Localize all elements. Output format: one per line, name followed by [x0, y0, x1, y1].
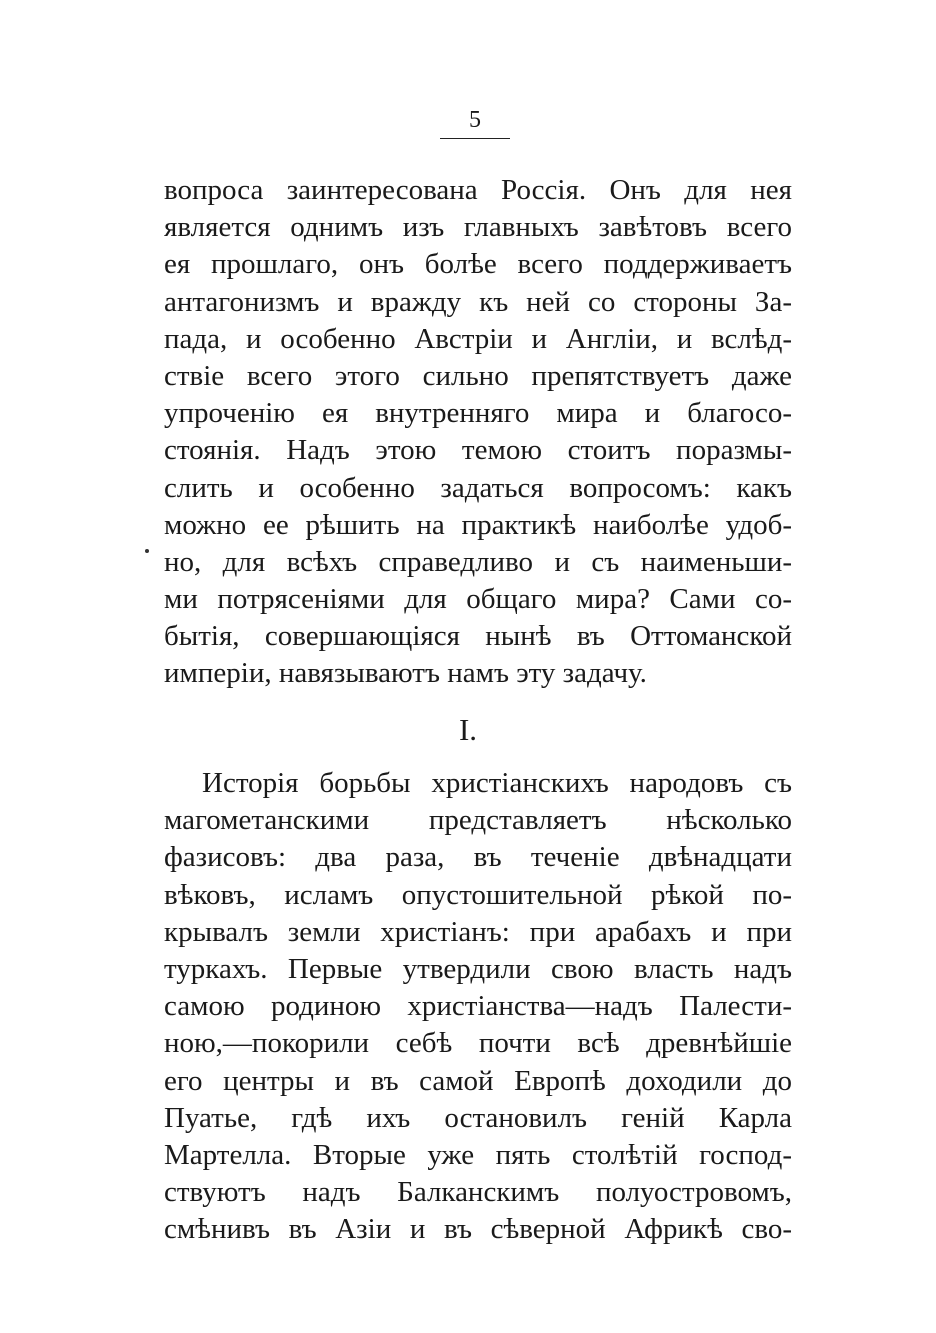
text-line: имперіи, навязываютъ намъ эту задачу.: [164, 657, 647, 690]
text-line: Исторія борьбы христіанскихъ народовъ съ: [202, 767, 792, 799]
page-number-rule: [440, 138, 510, 139]
text-line: туркахъ. Первые утвердили свою власть надъ: [164, 952, 792, 985]
text-line: бытія, совершающіяся нынѣ въ Оттоманской: [164, 620, 792, 653]
text-line: ея прошлаго, онъ болѣе всего поддерживаетъ: [164, 248, 792, 281]
text-line: является однимъ изъ главныхъ завѣтовъ всего: [164, 211, 792, 244]
paragraph-history: [164, 765, 792, 1248]
ink-speck: [145, 549, 149, 553]
text-line: магометанскими представляетъ нѣсколько: [164, 804, 792, 837]
text-line: его центры и въ самой Европѣ доходили до: [164, 1064, 792, 1097]
text-line: ми потрясеніями для общаго мира? Сами со-: [164, 583, 792, 616]
text-line: ною,—покорили себѣ почти всѣ древнѣйшіе: [164, 1027, 792, 1060]
text-line: антагонизмъ и вражду къ ней со стороны За-: [164, 285, 792, 318]
text-line: Мартелла. Вторые уже пять столѣтій господ-: [164, 1138, 792, 1171]
text-line: смѣнивъ въ Азіи и въ сѣверной Африкѣ сво-: [164, 1213, 792, 1246]
text-line: вопроса заинтересована Россія. Онъ для нея: [164, 174, 792, 206]
text-line: упроченію ея внутренняго мира и благосо-: [164, 397, 792, 430]
text-line: слить и особенно задаться вопросомъ: какъ: [164, 471, 792, 504]
text-line: ствіе всего этого сильно препятствуетъ даже: [164, 359, 792, 392]
page-number: 5: [469, 107, 481, 133]
text-line: но, для всѣхъ справедливо и съ наименьши-: [164, 545, 792, 578]
text-line: самою родиною христіанства—надъ Палести-: [164, 990, 792, 1023]
text-line: стоянія. Надъ этою темою стоитъ поразмы-: [164, 434, 792, 467]
text-line: вѣковъ, исламъ опустошительной рѣкой по-: [164, 878, 792, 911]
text-line: фазисовъ: два раза, въ теченіе двѣнадцати: [164, 841, 792, 874]
text-line: можно ее рѣшить на практикѣ наиболѣе удоб-: [164, 508, 792, 541]
text-line: ствуютъ надъ Балканскимъ полуостровомъ,: [164, 1176, 792, 1209]
text-line: Пуатье, гдѣ ихъ остановилъ геній Карла: [164, 1101, 792, 1134]
paragraph-continuation: [164, 172, 792, 693]
text-line: крывалъ земли христіанъ: при арабахъ и при: [164, 915, 792, 948]
section-heading: I.: [458, 712, 478, 747]
text-line: пада, и особенно Австріи и Англіи, и вслѣд-: [164, 322, 792, 355]
